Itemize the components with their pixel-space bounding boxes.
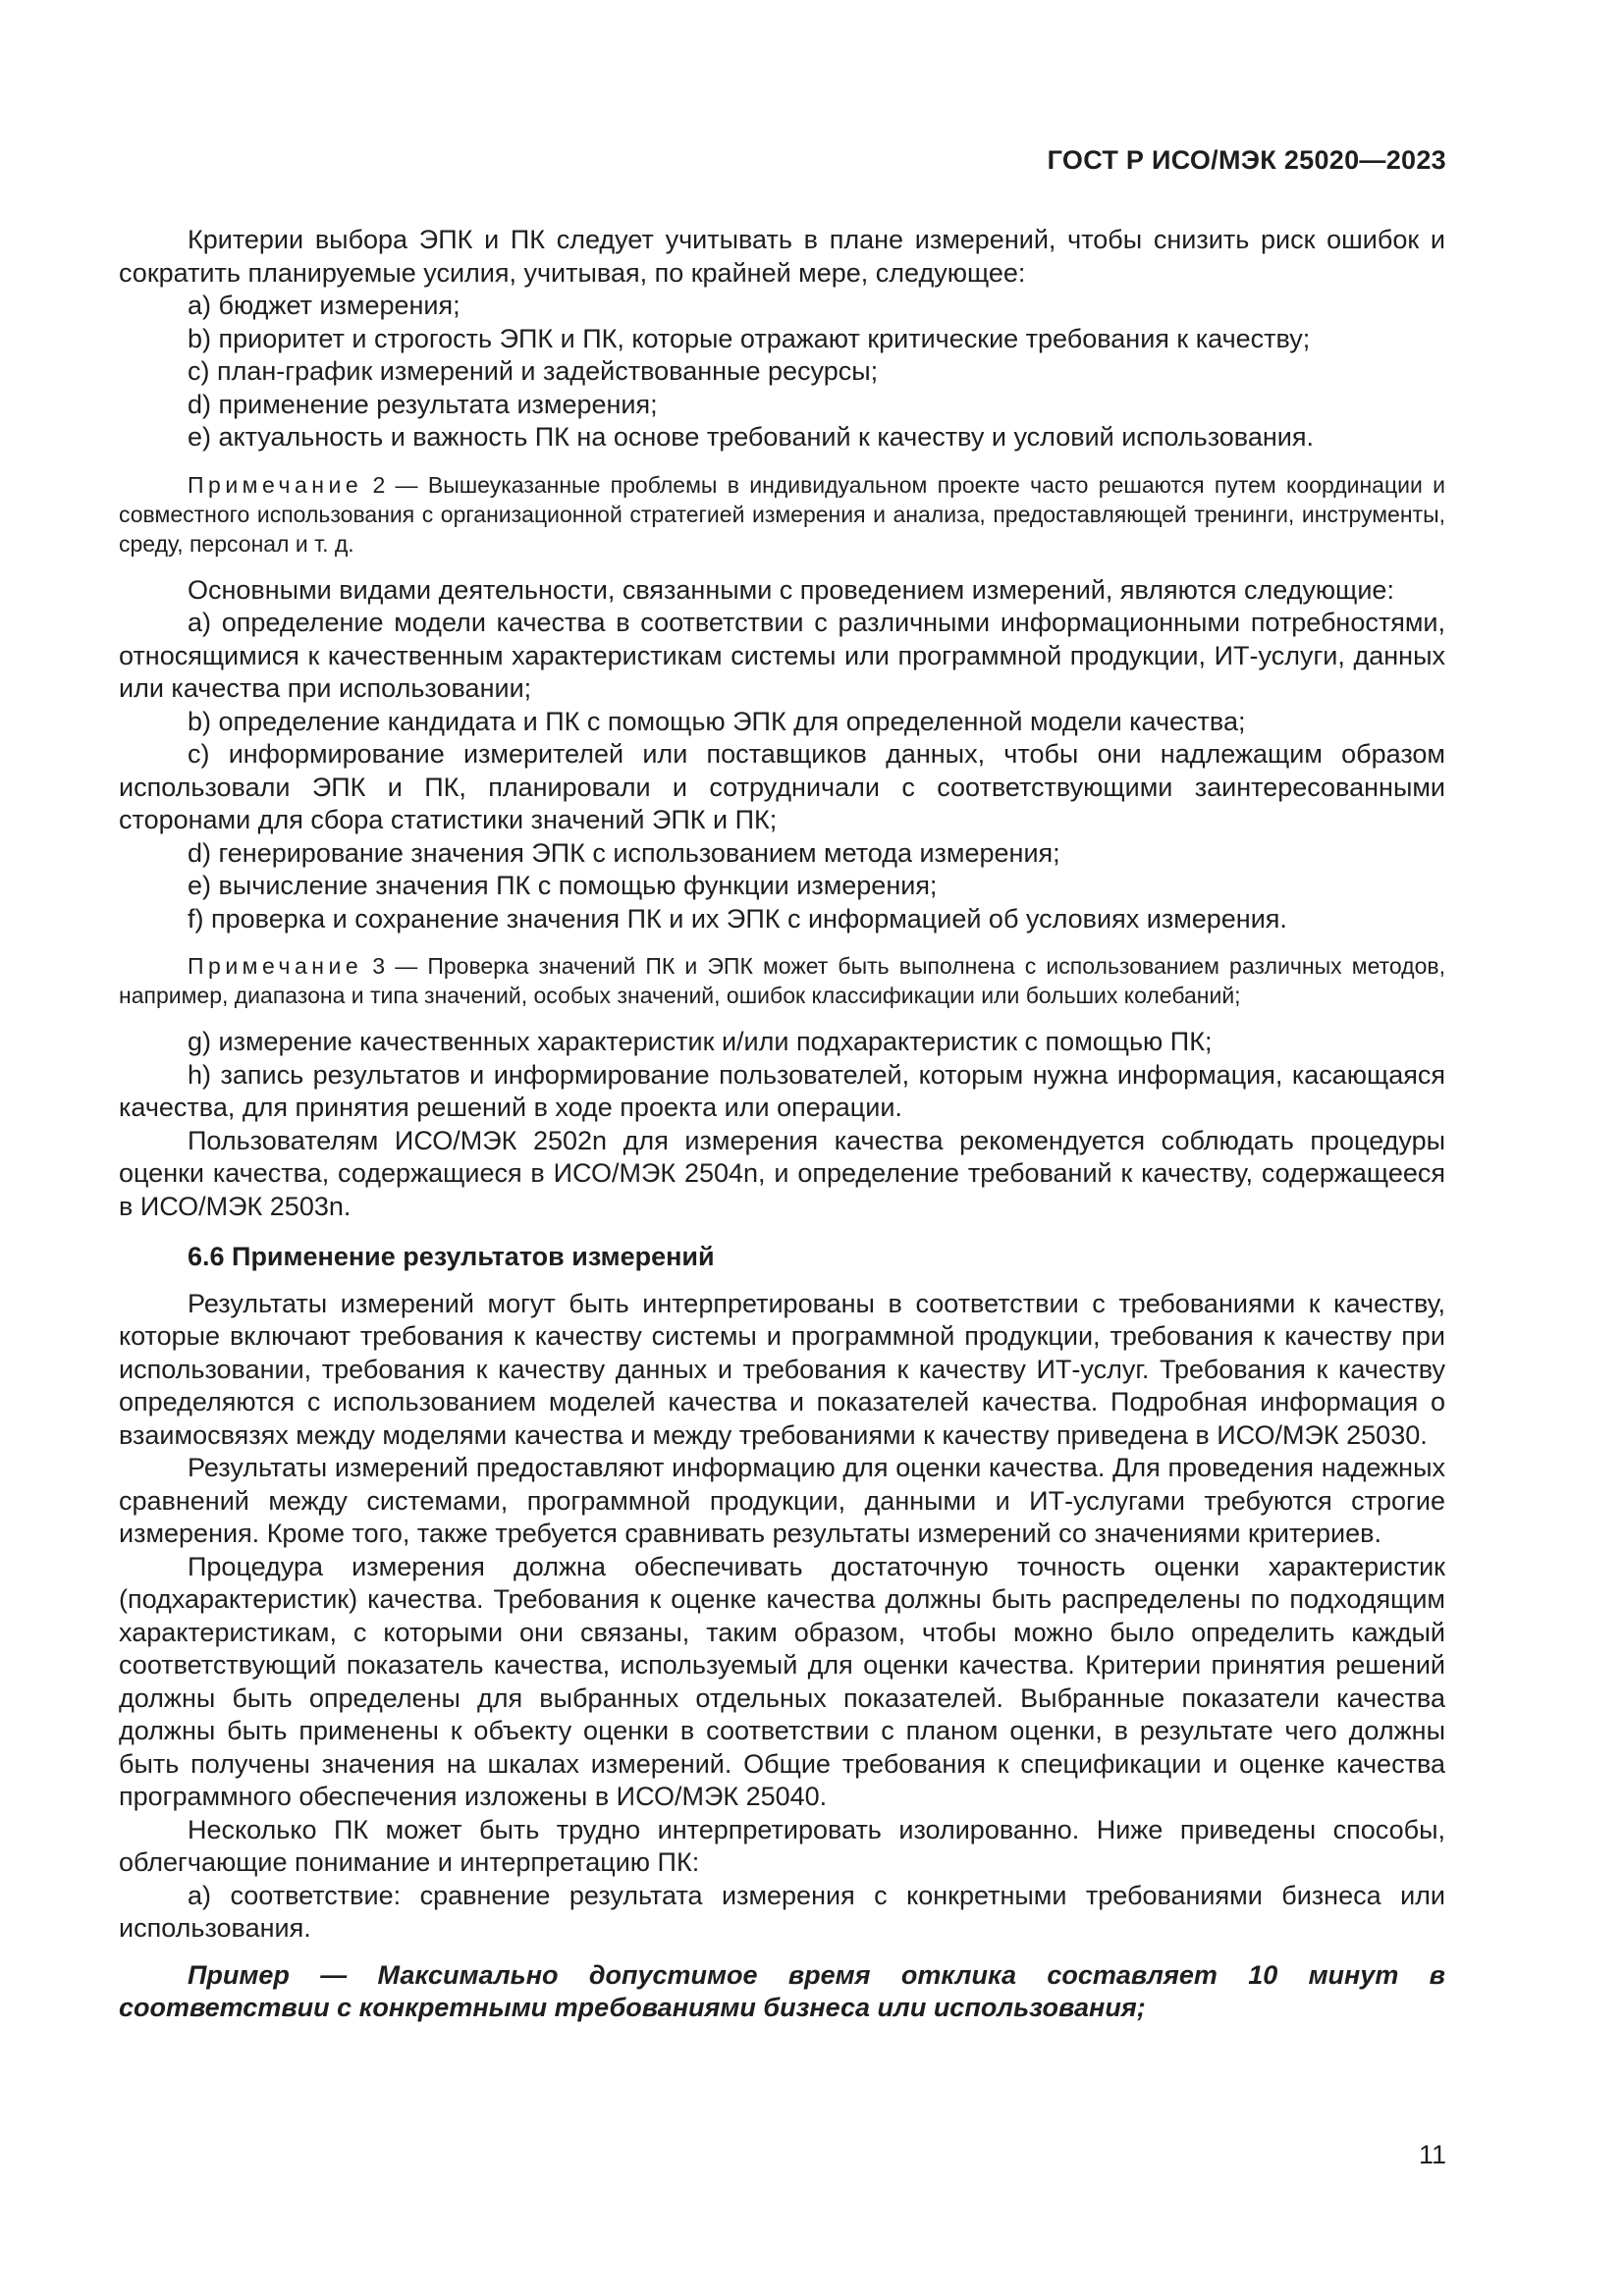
activities-item-c: c) информирование измерителей или поставщиков данных, чтобы они надлежащим образом использовали ЭПК и ПК, планировали и сотрудничали с соответствующими заинтересованными сторонами для сбора статистики значений ЭПК и ПК; [119,739,1445,834]
criteria-item-a: a) бюджет измерения; [188,291,460,320]
note-3-label: Примечание [188,953,363,979]
results-item-a: a) соответствие: сравнение результата измерения с конкретными требованиями бизнеса или использования. [119,1880,1445,1943]
section-heading: 6.6 Применение результатов измерений [188,1242,715,1271]
activities-item-a: a) определение модели качества в соответствии с различными информационными потребностями, относящимися к качественным характеристикам системы или программной продукции, ИТ-услуги, данных или качества при использовании; [119,608,1445,703]
criteria-item-e: e) актуальность и важность ПК на основе требований к качеству и условий использования. [188,422,1314,452]
activities-item-d: d) генерирование значения ЭПК с использованием метода измерения; [188,837,1060,868]
note-2-label: Примечание [188,471,363,498]
criteria-intro: Критерии выбора ЭПК и ПК следует учитывать в плане измерений, чтобы снизить риск ошибок и сократить планируемые усилия, учитывая, по крайней мере, следующее: [119,225,1445,288]
activities-item-b: b) определение кандидата и ПК с помощью ЭПК для определенной модели качества; [188,706,1246,736]
page-number: 11 [1418,2140,1446,2169]
results-paragraph-2: Результаты измерений предоставляют информацию для оценки качества. Для проведения надежных сравнений между системами, программной продукции, данными и ИТ-услугами требуются строгие измерения. Кроме того, также требуется сравнивать результаты измерений со значениями критериев. [119,1453,1445,1548]
results-paragraph-1: Результаты измерений могут быть интерпретированы в соответствии с требованиями к качеству, которые включают требования к качеству системы и программной продукции, требования к качеству при использовании, требования к качеству данных и требования к качеству ИТ-услуг. Требования к качеству определяются с использованием моделей качества и показателей качества. Подробная информация о взаимосвязях между моделями качества и между требованиями к качеству приведена в ИСО/МЭК 25030. [119,1288,1445,1450]
activities-item-g: g) измерение качественных характеристик и/или подхарактеристик с помощью ПК; [188,1027,1213,1056]
note-2-text: 2 — Вышеуказанные проблемы в индивидуальном проекте часто решаются путем координации и совместного использования с организационной стратегией измерения и анализа, предоставляющей тренинги, инструменты, среду, персонал и т. д. [119,471,1445,557]
users-paragraph: Пользователям ИСО/МЭК 2502n для измерения качества рекомендуется соблюдать процедуры оценки качества, содержащиеся в ИСО/МЭК 2504n, и определение требований к качеству, содержащееся в ИСО/МЭК 2503n. [119,1125,1445,1221]
page-content [119,224,1445,2025]
activities-intro: Основными видами деятельности, связанными с проведением измерений, являются следующие: [188,574,1394,605]
activities-item-h: h) запись результатов и информирование пользователей, которым нужна информация, касающаяся качества, для принятия решений в ходе проекта или операции. [119,1059,1445,1122]
note-3 [119,951,1445,1010]
criteria-item-d: d) применение результата измерения; [188,389,658,419]
results-paragraph-3: Процедура измерения должна обеспечивать достаточную точность оценки характеристик (подхарактеристик) качества. Требования к оценке качества должны быть распределены по подходящим характеристикам, с которыми они связаны, таким образом, чтобы можно было определить каждый соответствующий показатель качества, используемый для оценки качества. Критерии принятия решений должны быть определены для выбранных отдельных показателей. Выбранные показатели качества должны быть применены к объекту оценки в соответствии с планом оценки, в результате чего должны быть получены значения на шкалах измерений. Общие требования к спецификации и оценке качества программного обеспечения изложены в ИСО/МЭК 25040. [119,1551,1445,1811]
activities-item-e: e) вычисление значения ПК с помощью функции измерения; [188,871,938,900]
criteria-item-c: c) план-график измерений и задействованные ресурсы; [188,356,879,386]
criteria-item-b: b) приоритет и строгость ЭПК и ПК, которые отражают критические требования к качеству; [188,323,1311,353]
note-3-text: 3 — Проверка значений ПК и ЭПК может быть выполнена с использованием различных методов, например, диапазона и типа значений, особых значений, ошибок классификации или больших колебаний; [119,953,1445,1008]
note-2 [119,470,1445,559]
results-paragraph-4: Несколько ПК может быть трудно интерпретировать изолированно. Ниже приведены способы, облегчающие понимание и интерпретацию ПК: [119,1814,1445,1877]
document-header: ГОСТ Р ИСО/МЭК 25020—2023 [1047,145,1446,175]
example-text: Пример — Максимально допустимое время отклика составляет 10 минут в соответствии с конкретными требованиями бизнеса или использования; [119,1959,1445,2022]
activities-item-f: f) проверка и сохранение значения ПК и их ЭПК с информацией об условиях измерения. [188,903,1287,934]
